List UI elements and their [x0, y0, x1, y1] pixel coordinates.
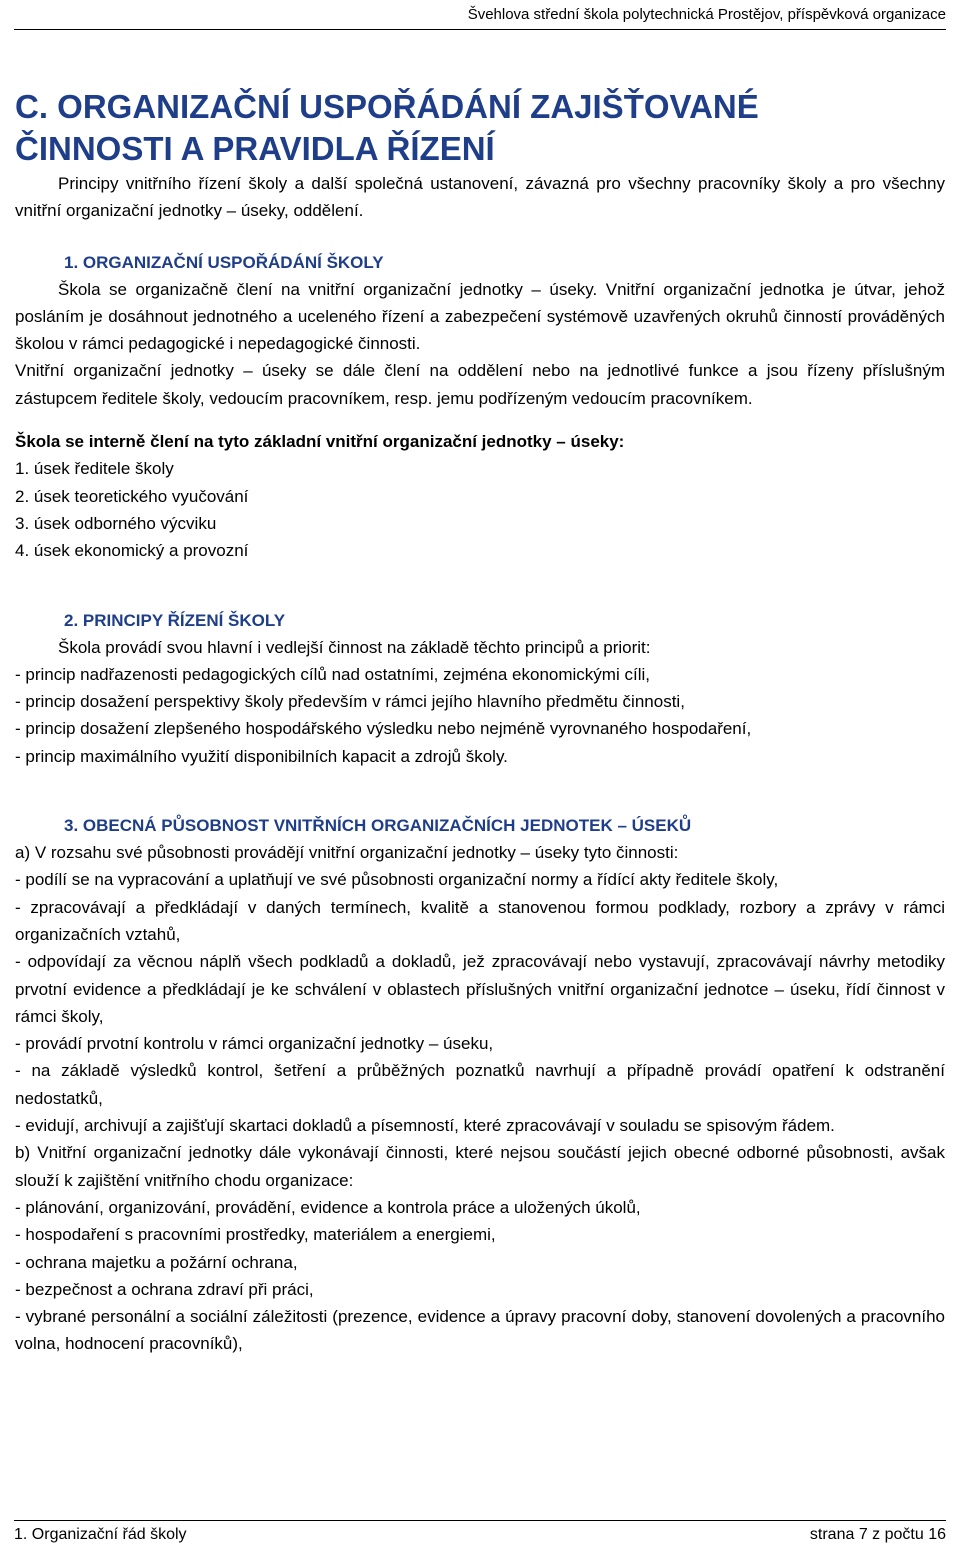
school-name: Švehlova střední škola polytechnická Prostějov, příspěvková organizace [467, 6, 946, 23]
list-item: - podílí se na vypracování a uplatňují ve své působnosti organizační normy a řídící akty ředitele školy, [15, 870, 779, 890]
list-item: - evidují, archivují a zajišťují skartaci dokladů a písemností, které zpracovávají v souladu se spisovým řádem. [15, 1116, 835, 1136]
list-item: 2. úsek teoretického vyučování [15, 486, 249, 506]
list-item: 4. úsek ekonomický a provozní [15, 541, 249, 561]
section-1-list-heading: Škola se interně člení na tyto základní vnitřní organizační jednotky – úseky: [15, 432, 625, 452]
list-item: - princip maximálního využití disponibilních kapacit a zdrojů školy. [15, 746, 508, 766]
document-body [15, 86, 945, 1358]
list-item: - princip dosažení zlepšeného hospodářského výsledku nebo nejméně vyrovnaného hospodaření, [15, 719, 752, 739]
list-item: - bezpečnost a ochrana zdraví při práci, [15, 1279, 314, 1299]
list-item: 3. úsek odborného výcviku [15, 513, 217, 533]
section-3b-intro: b) Vnitřní organizační jednotky dále vykonávají činnosti, které nejsou součástí jejich obecné odborné působnosti, avšak slouží k zajištění vnitřního chodu organizace: [15, 1143, 945, 1190]
list-item: - princip dosažení perspektivy školy především v rámci jejího hlavního předmětu činnosti, [15, 692, 685, 712]
page-title [15, 86, 945, 170]
intro-paragraph: Principy vnitřního řízení školy a další společná ustanovení, závazná pro všechny pracovníky školy a pro všechny vnitřní organizační jednotky – úseky, oddělení. [15, 174, 945, 221]
list-item: - odpovídají za věcnou náplň všech podkladů a dokladů, jež zpracovávají nebo vystavují, zpracovávají návrhy metodiky prvotní evidence a předkládají je ke schválení v oblastech příslušných vnitřní organizační jednotce – úseku, řídí činnost v rámci školy, [15, 952, 945, 1026]
page-header [14, 6, 946, 30]
page-footer [14, 1520, 946, 1544]
section-3-heading: 3. OBECNÁ PŮSOBNOST VNITŘNÍCH ORGANIZAČNÍCH JEDNOTEK – ÚSEKŮ [64, 816, 692, 836]
list-item: - provádí prvotní kontrolu v rámci organizační jednotky – úseku, [15, 1034, 494, 1054]
list-item: 1. úsek ředitele školy [15, 459, 174, 479]
footer-document-name: 1. Organizační řád školy [14, 1526, 187, 1543]
section-2-heading: 2. PRINCIPY ŘÍZENÍ ŠKOLY [64, 610, 286, 630]
title-line-2: ČINNOSTI A PRAVIDLA ŘÍZENÍ [15, 130, 495, 167]
section-2-intro: Škola provádí svou hlavní i vedlejší činnost na základě těchto principů a priorit: [58, 637, 651, 657]
list-item: - zpracovávají a předkládají v daných termínech, kvalitě a stanovenou formou podklady, rozbory a zprávy v rámci organizačních vztahů, [15, 897, 945, 944]
list-item: - vybrané personální a sociální záležitosti (prezence, evidence a úpravy pracovní doby, stanovení dovolených a pracovního volna, hodnocení pracovníků), [15, 1307, 945, 1354]
list-item: - na základě výsledků kontrol, šetření a průběžných poznatků navrhují a případně provádí opatření k odstranění nedostatků, [15, 1061, 945, 1108]
section-3a-intro: a) V rozsahu své působnosti provádějí vnitřní organizační jednotky – úseky tyto činnosti: [15, 843, 679, 863]
section-1-paragraph-1: Škola se organizačně člení na vnitřní organizační jednotky – úseky. Vnitřní organizační jednotka je útvar, jehož posláním je dosáhnout jednotného a uceleného řízení a zabezpečení systémově uzavřených okruhů činností prováděných školou v rámci pedagogické i nepedagogické činnosti. [15, 279, 945, 354]
title-line-1: C. ORGANIZAČNÍ USPOŘÁDÁNÍ ZAJIŠŤOVANÉ [15, 88, 759, 125]
list-item: - plánování, organizování, provádění, evidence a kontrola práce a uložených úkolů, [15, 1197, 641, 1217]
list-item: - ochrana majetku a požární ochrana, [15, 1252, 298, 1272]
footer-page-number: strana 7 z počtu 16 [809, 1526, 946, 1543]
list-item: - princip nadřazenosti pedagogických cílů nad ostatními, zejména ekonomickými cíli, [15, 664, 650, 684]
section-1-heading: 1. ORGANIZAČNÍ USPOŘÁDÁNÍ ŠKOLY [64, 252, 384, 272]
section-1-paragraph-2: Vnitřní organizační jednotky – úseky se dále člení na oddělení nebo na jednotlivé funkce a jsou řízeny příslušným zástupcem ředitele školy, vedoucím pracovníkem, resp. jemu podřízeným vedoucím pracovníkem. [15, 361, 945, 408]
list-item: - hospodaření s pracovními prostředky, materiálem a energiemi, [15, 1225, 496, 1245]
